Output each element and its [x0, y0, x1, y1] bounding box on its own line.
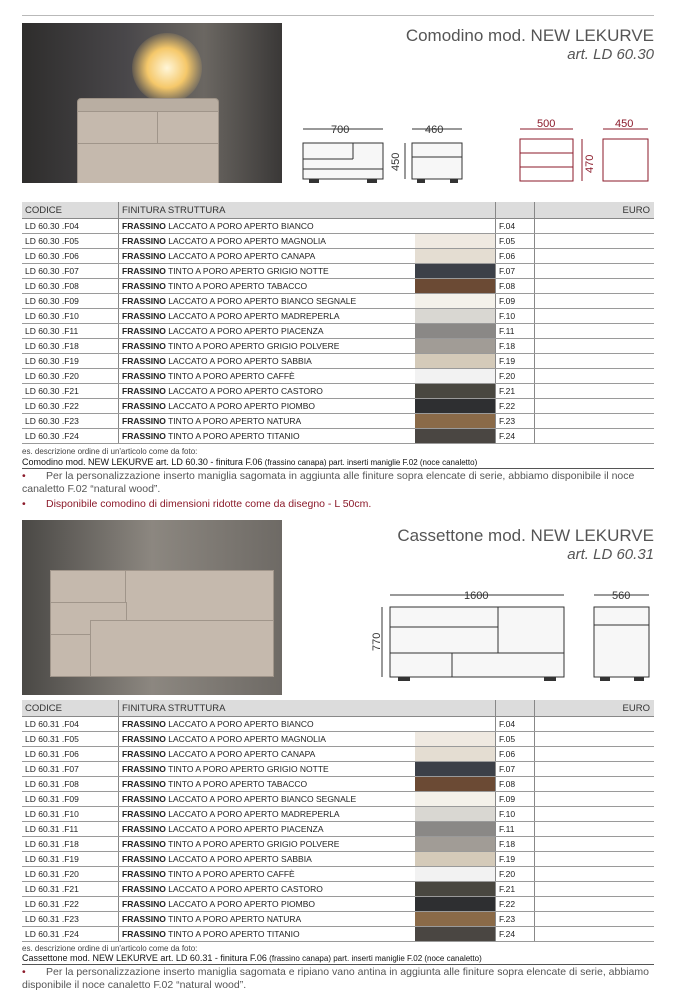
row-finish-code: F.22 [496, 897, 535, 912]
row-finish: FRASSINO TINTO A PORO APERTO GRIGIO POLVERE [119, 339, 416, 354]
table-row [22, 807, 654, 822]
section1-subtitle: art. LD 60.30 [567, 46, 654, 63]
row-finish: FRASSINO LACCATO A PORO APERTO PIACENZA [119, 822, 416, 837]
dim-500: 500 [537, 118, 556, 130]
row-finish-code: F.24 [496, 429, 535, 444]
row-finish-code: F.07 [496, 762, 535, 777]
row-finish-code: F.18 [496, 837, 535, 852]
table-row [22, 822, 654, 837]
table-row [22, 747, 654, 762]
finish-swatch [415, 354, 496, 369]
row-finish: FRASSINO LACCATO A PORO APERTO CASTORO [119, 882, 416, 897]
row-price [535, 762, 655, 777]
row-price [535, 792, 655, 807]
row-finish: FRASSINO LACCATO A PORO APERTO BIANCO SEGNALE [119, 294, 416, 309]
row-code: LD 60.31 .F24 [22, 927, 119, 942]
dim-450: 450 [390, 152, 402, 171]
table-row [22, 732, 654, 747]
row-finish: FRASSINO LACCATO A PORO APERTO MADREPERLA [119, 309, 416, 324]
row-finish: FRASSINO LACCATO A PORO APERTO BIANCO [119, 219, 416, 234]
finish-swatch [415, 249, 496, 264]
row-finish: FRASSINO TINTO A PORO APERTO TITANIO [119, 927, 416, 942]
table-row [22, 837, 654, 852]
row-code: LD 60.30 .F11 [22, 324, 119, 339]
finish-swatch [415, 369, 496, 384]
finish-swatch [415, 264, 496, 279]
row-price [535, 414, 655, 429]
row-finish: FRASSINO LACCATO A PORO APERTO PIOMBO [119, 897, 416, 912]
row-code: LD 60.31 .F06 [22, 747, 119, 762]
table-row [22, 219, 654, 234]
row-finish: FRASSINO LACCATO A PORO APERTO SABBIA [119, 354, 416, 369]
row-finish: FRASSINO LACCATO A PORO APERTO BIANCO [119, 717, 416, 732]
row-finish: FRASSINO LACCATO A PORO APERTO BIANCO SEGNALE [119, 792, 416, 807]
finish-swatch [415, 807, 496, 822]
table-row [22, 717, 654, 732]
row-finish-code: F.11 [496, 822, 535, 837]
example-label: es. descrizione ordine di un'articolo come da foto: [22, 944, 198, 953]
dim-770: 770 [371, 632, 383, 651]
row-price [535, 429, 655, 444]
row-code: LD 60.30 .F04 [22, 219, 119, 234]
row-code: LD 60.30 .F21 [22, 384, 119, 399]
row-price [535, 807, 655, 822]
row-code: LD 60.31 .F23 [22, 912, 119, 927]
row-code: LD 60.30 .F22 [22, 399, 119, 414]
order-example: Cassettone mod. NEW LEKURVE art. LD 60.31 - finitura F.06 (frassino canapa) part. inserti maniglie F.02 (noce canaletto) [22, 953, 654, 965]
row-price [535, 867, 655, 882]
row-code: LD 60.30 .F06 [22, 249, 119, 264]
finish-swatch [415, 339, 496, 354]
row-finish-code: F.04 [496, 717, 535, 732]
finish-swatch [415, 852, 496, 867]
table-row [22, 399, 654, 414]
table-row [22, 882, 654, 897]
row-finish: FRASSINO TINTO A PORO APERTO TABACCO [119, 279, 416, 294]
row-code: LD 60.30 .F09 [22, 294, 119, 309]
row-price [535, 279, 655, 294]
row-price [535, 822, 655, 837]
row-code: LD 60.31 .F09 [22, 792, 119, 807]
bullet-note: • Per la personalizzazione inserto maniglia sagomata in aggiunta alle finiture sopra elencate di serie, abbiamo disponibile il noce canaletto F.02 “natural wood”. [22, 470, 635, 495]
table-row [22, 852, 654, 867]
table-header [22, 700, 654, 717]
row-finish: FRASSINO TINTO A PORO APERTO CAFFÈ [119, 369, 416, 384]
row-finish-code: F.21 [496, 384, 535, 399]
row-code: LD 60.31 .F04 [22, 717, 119, 732]
row-finish-code: F.21 [496, 882, 535, 897]
row-finish: FRASSINO TINTO A PORO APERTO CAFFÈ [119, 867, 416, 882]
table-row [22, 234, 654, 249]
row-price [535, 234, 655, 249]
finish-swatch [415, 792, 496, 807]
dresser-photo [22, 520, 282, 695]
table-row [22, 777, 654, 792]
header-euro: EURO [535, 700, 655, 717]
row-code: LD 60.30 .F24 [22, 429, 119, 444]
row-finish-code: F.20 [496, 369, 535, 384]
row-finish-code: F.06 [496, 249, 535, 264]
finish-swatch [415, 882, 496, 897]
row-finish-code: F.23 [496, 414, 535, 429]
dim-470: 470 [584, 154, 596, 173]
finish-swatch [415, 912, 496, 927]
row-code: LD 60.31 .F05 [22, 732, 119, 747]
row-price [535, 837, 655, 852]
row-price [535, 852, 655, 867]
row-price [535, 897, 655, 912]
row-finish: FRASSINO LACCATO A PORO APERTO SABBIA [119, 852, 416, 867]
dim-450-red: 450 [615, 118, 634, 130]
table-row [22, 762, 654, 777]
row-price [535, 399, 655, 414]
row-code: LD 60.30 .F18 [22, 339, 119, 354]
row-price [535, 354, 655, 369]
row-finish: FRASSINO LACCATO A PORO APERTO MAGNOLIA [119, 234, 416, 249]
finish-swatch [415, 399, 496, 414]
table-row [22, 369, 654, 384]
row-finish-code: F.22 [496, 399, 535, 414]
row-code: LD 60.30 .F20 [22, 369, 119, 384]
row-code: LD 60.30 .F05 [22, 234, 119, 249]
row-finish-code: F.09 [496, 792, 535, 807]
row-price [535, 882, 655, 897]
row-finish: FRASSINO TINTO A PORO APERTO GRIGIO NOTTE [119, 264, 416, 279]
table-row [22, 264, 654, 279]
header-codice: CODICE [22, 202, 119, 219]
header-finitura: FINITURA STRUTTURA [119, 700, 416, 717]
row-finish-code: F.11 [496, 324, 535, 339]
row-finish-code: F.24 [496, 927, 535, 942]
nightstand-photo [22, 23, 282, 183]
table-row [22, 384, 654, 399]
row-finish: FRASSINO LACCATO A PORO APERTO PIOMBO [119, 399, 416, 414]
table-row [22, 897, 654, 912]
dim-700: 700 [331, 124, 350, 136]
finish-swatch [415, 294, 496, 309]
row-finish: FRASSINO TINTO A PORO APERTO GRIGIO NOTTE [119, 762, 416, 777]
row-finish-code: F.23 [496, 912, 535, 927]
row-finish: FRASSINO TINTO A PORO APERTO NATURA [119, 414, 416, 429]
row-price [535, 912, 655, 927]
row-finish-code: F.19 [496, 354, 535, 369]
row-finish: FRASSINO LACCATO A PORO APERTO MADREPERLA [119, 807, 416, 822]
row-price [535, 777, 655, 792]
row-code: LD 60.31 .F08 [22, 777, 119, 792]
row-code: LD 60.30 .F10 [22, 309, 119, 324]
bullet-note: • Per la personalizzazione inserto maniglia sagomata e ripiano vano antina in aggiunta alle finiture sopra elencate di serie, abbiamo disponibile il noce canaletto F.02 “natural wood”. [22, 966, 649, 991]
row-finish-code: F.10 [496, 309, 535, 324]
row-code: LD 60.31 .F07 [22, 762, 119, 777]
row-code: LD 60.31 .F22 [22, 897, 119, 912]
table-row [22, 249, 654, 264]
row-price [535, 324, 655, 339]
row-finish-code: F.10 [496, 807, 535, 822]
price-table-dresser [22, 700, 654, 942]
finish-swatch [415, 897, 496, 912]
row-finish: FRASSINO TINTO A PORO APERTO TITANIO [119, 429, 416, 444]
finish-swatch [415, 429, 496, 444]
row-price [535, 369, 655, 384]
table-row [22, 867, 654, 882]
dim-460: 460 [425, 124, 444, 136]
finish-swatch [415, 867, 496, 882]
table-header [22, 202, 654, 219]
row-price [535, 309, 655, 324]
row-finish-code: F.08 [496, 777, 535, 792]
dim-1600: 1600 [464, 590, 489, 602]
top-divider [22, 15, 654, 16]
row-finish: FRASSINO LACCATO A PORO APERTO CANAPA [119, 249, 416, 264]
row-finish: FRASSINO LACCATO A PORO APERTO CANAPA [119, 747, 416, 762]
row-finish-code: F.04 [496, 219, 535, 234]
table-row [22, 354, 654, 369]
row-code: LD 60.30 .F08 [22, 279, 119, 294]
row-finish-code: F.05 [496, 732, 535, 747]
table-row [22, 324, 654, 339]
section2-title: Cassettone mod. NEW LEKURVE [397, 526, 654, 545]
header-codice: CODICE [22, 700, 119, 717]
finish-swatch [415, 219, 496, 234]
finish-swatch [415, 717, 496, 732]
row-price [535, 249, 655, 264]
section1-title: Comodino mod. NEW LEKURVE [405, 26, 654, 45]
finish-swatch [415, 324, 496, 339]
table-row [22, 414, 654, 429]
example-label: es. descrizione ordine di un'articolo come da foto: [22, 447, 198, 456]
row-code: LD 60.31 .F10 [22, 807, 119, 822]
table-row [22, 792, 654, 807]
row-finish-code: F.08 [496, 279, 535, 294]
finish-swatch [415, 762, 496, 777]
row-finish: FRASSINO TINTO A PORO APERTO TABACCO [119, 777, 416, 792]
row-code: LD 60.31 .F20 [22, 867, 119, 882]
row-finish: FRASSINO LACCATO A PORO APERTO MAGNOLIA [119, 732, 416, 747]
finish-swatch [415, 747, 496, 762]
table-row [22, 912, 654, 927]
row-price [535, 927, 655, 942]
finish-swatch [415, 927, 496, 942]
finish-swatch [415, 837, 496, 852]
order-example: Comodino mod. NEW LEKURVE art. LD 60.30 - finitura F.06 (frassino canapa) part. inserti maniglie F.02 (noce canaletto) [22, 457, 654, 469]
row-price [535, 747, 655, 762]
row-code: LD 60.30 .F19 [22, 354, 119, 369]
row-finish-code: F.18 [496, 339, 535, 354]
row-finish: FRASSINO LACCATO A PORO APERTO PIACENZA [119, 324, 416, 339]
row-finish: FRASSINO LACCATO A PORO APERTO CASTORO [119, 384, 416, 399]
table-row [22, 309, 654, 324]
section2-subtitle: art. LD 60.31 [567, 546, 654, 563]
finish-swatch [415, 732, 496, 747]
finish-swatch [415, 414, 496, 429]
table-row [22, 429, 654, 444]
dim-560: 560 [612, 590, 631, 602]
row-code: LD 60.31 .F19 [22, 852, 119, 867]
row-finish-code: F.20 [496, 867, 535, 882]
row-code: LD 60.30 .F23 [22, 414, 119, 429]
finish-swatch [415, 309, 496, 324]
row-code: LD 60.31 .F21 [22, 882, 119, 897]
row-code: LD 60.30 .F07 [22, 264, 119, 279]
row-price [535, 717, 655, 732]
table-row [22, 294, 654, 309]
nightstand-drawings [295, 115, 665, 195]
row-price [535, 732, 655, 747]
row-price [535, 294, 655, 309]
header-euro: EURO [535, 202, 655, 219]
finish-swatch [415, 234, 496, 249]
table-row [22, 339, 654, 354]
table-row [22, 927, 654, 942]
row-price [535, 264, 655, 279]
row-code: LD 60.31 .F18 [22, 837, 119, 852]
row-price [535, 339, 655, 354]
row-finish: FRASSINO TINTO A PORO APERTO GRIGIO POLVERE [119, 837, 416, 852]
row-price [535, 384, 655, 399]
row-finish-code: F.19 [496, 852, 535, 867]
row-finish-code: F.09 [496, 294, 535, 309]
row-finish: FRASSINO TINTO A PORO APERTO NATURA [119, 912, 416, 927]
finish-swatch [415, 279, 496, 294]
finish-swatch [415, 777, 496, 792]
price-table-nightstand [22, 202, 654, 444]
row-price [535, 219, 655, 234]
bullet-note-red: • Disponibile comodino di dimensioni ridotte come da disegno - L 50cm. [22, 498, 372, 510]
row-finish-code: F.05 [496, 234, 535, 249]
table-row [22, 279, 654, 294]
header-finitura: FINITURA STRUTTURA [119, 202, 416, 219]
finish-swatch [415, 384, 496, 399]
dresser-drawings [368, 585, 658, 685]
row-finish-code: F.07 [496, 264, 535, 279]
row-code: LD 60.31 .F11 [22, 822, 119, 837]
row-finish-code: F.06 [496, 747, 535, 762]
finish-swatch [415, 822, 496, 837]
